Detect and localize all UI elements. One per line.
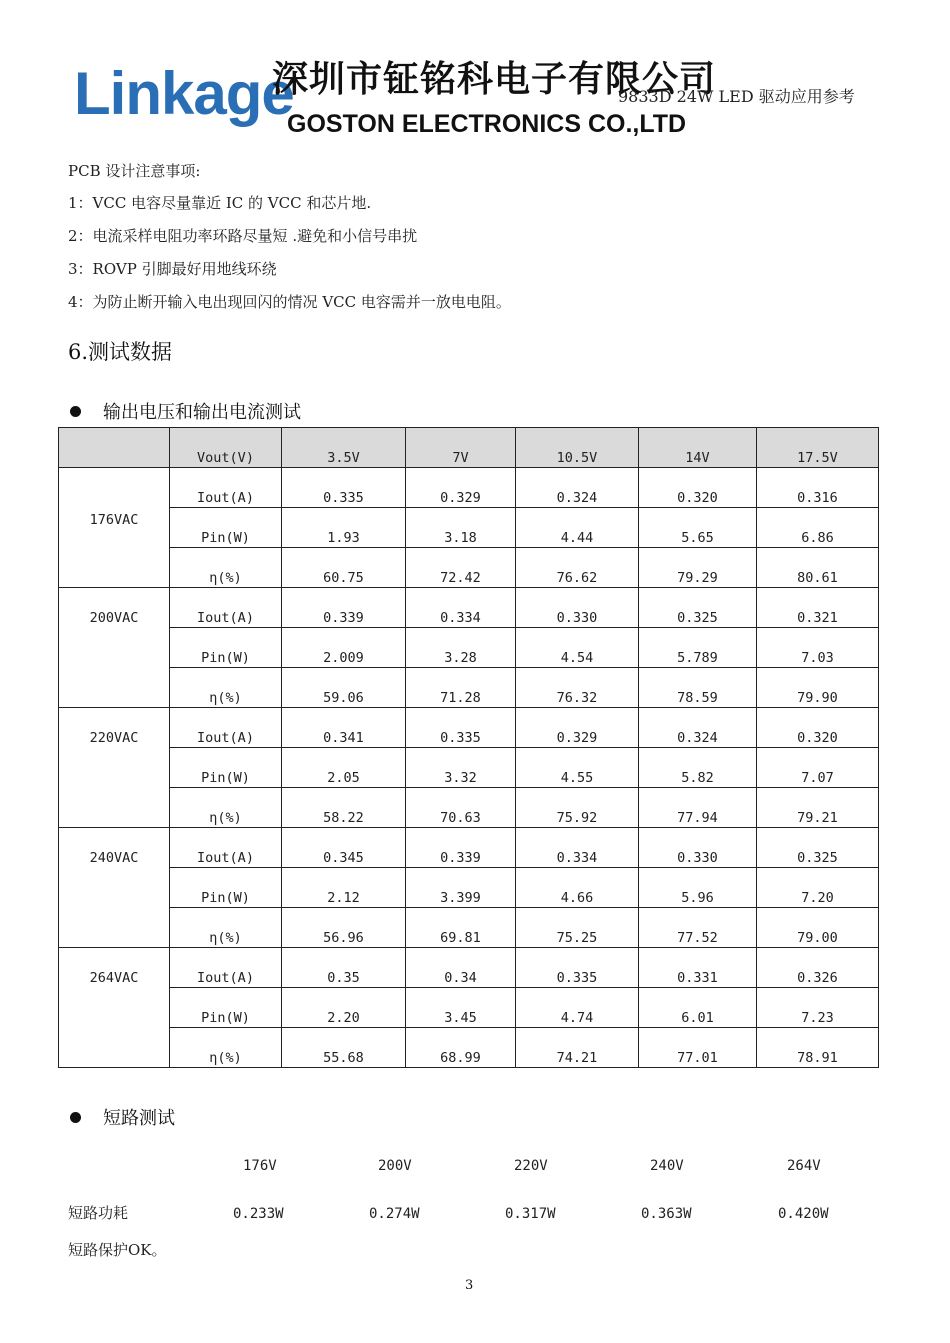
- value-cell: 0.334: [406, 588, 516, 628]
- value-cell: 56.96: [282, 908, 406, 948]
- value-cell: 0.329: [516, 708, 639, 748]
- section-title: 6.测试数据: [68, 340, 173, 364]
- row-label-cell: Iout(A): [170, 948, 282, 988]
- header-column-cell: 10.5V: [516, 428, 639, 468]
- value-cell: 75.92: [516, 788, 639, 828]
- short-power-value: 0.233W: [233, 1206, 284, 1222]
- header-empty-cell: [59, 428, 170, 468]
- value-cell: 59.06: [282, 668, 406, 708]
- row-label-cell: Iout(A): [170, 828, 282, 868]
- row-label-cell: η(%): [170, 1028, 282, 1068]
- value-cell: 0.341: [282, 708, 406, 748]
- value-cell: 0.345: [282, 828, 406, 868]
- value-cell: 4.44: [516, 508, 639, 548]
- value-cell: 68.99: [406, 1028, 516, 1068]
- value-cell: 2.12: [282, 868, 406, 908]
- value-cell: 76.62: [516, 548, 639, 588]
- page-number: 3: [465, 1278, 474, 1293]
- value-cell: 4.74: [516, 988, 639, 1028]
- value-cell: 7.07: [757, 748, 879, 788]
- bullet-icon: [70, 406, 81, 417]
- value-cell: 5.96: [639, 868, 757, 908]
- value-cell: 0.335: [282, 468, 406, 508]
- value-cell: 5.82: [639, 748, 757, 788]
- value-cell: 74.21: [516, 1028, 639, 1068]
- value-cell: 6.01: [639, 988, 757, 1028]
- pcb-note-item: 4：为防止断开输入电出现回闪的情况 VCC 电容需并一放电电阻。: [68, 293, 511, 311]
- value-cell: 0.321: [757, 588, 879, 628]
- value-cell: 0.324: [639, 708, 757, 748]
- table-header-row: [59, 428, 879, 468]
- short-power-value: 0.274W: [369, 1206, 420, 1222]
- value-cell: 79.90: [757, 668, 879, 708]
- value-cell: 0.325: [639, 588, 757, 628]
- value-cell: 2.009: [282, 628, 406, 668]
- short-test-result: 短路保护OK。: [68, 1241, 167, 1259]
- short-power-value: 0.420W: [778, 1206, 829, 1222]
- short-voltage: 264V: [787, 1158, 821, 1174]
- value-cell: 75.25: [516, 908, 639, 948]
- short-voltage: 176V: [243, 1158, 277, 1174]
- row-label-cell: η(%): [170, 788, 282, 828]
- value-cell: 6.86: [757, 508, 879, 548]
- table-row: [59, 828, 879, 868]
- pcb-note-item: 1：VCC 电容尽量靠近 IC 的 VCC 和芯片地.: [68, 194, 372, 212]
- output-test-heading: [70, 404, 301, 422]
- table-row: [59, 548, 879, 588]
- header-column-cell: 3.5V: [282, 428, 406, 468]
- pcb-notes-title: PCB 设计注意事项:: [68, 162, 201, 180]
- value-cell: 0.326: [757, 948, 879, 988]
- row-label-cell: Pin(W): [170, 508, 282, 548]
- value-cell: 5.65: [639, 508, 757, 548]
- header-label-cell: Vout(V): [170, 428, 282, 468]
- value-cell: 78.59: [639, 668, 757, 708]
- pcb-note-item: 3：ROVP 引脚最好用地线环绕: [68, 260, 277, 278]
- value-cell: 3.399: [406, 868, 516, 908]
- table-row: [59, 468, 879, 508]
- header-column-cell: 7V: [406, 428, 516, 468]
- value-cell: 0.330: [639, 828, 757, 868]
- value-cell: 0.331: [639, 948, 757, 988]
- table-row: [59, 1028, 879, 1068]
- short-voltage: 200V: [378, 1158, 412, 1174]
- value-cell: 71.28: [406, 668, 516, 708]
- input-voltage-cell: 240VAC: [59, 828, 170, 948]
- short-power-value: 0.317W: [505, 1206, 556, 1222]
- table-row: [59, 868, 879, 908]
- value-cell: 77.01: [639, 1028, 757, 1068]
- table-row: [59, 588, 879, 628]
- row-label-cell: Pin(W): [170, 748, 282, 788]
- input-voltage-cell: 200VAC: [59, 588, 170, 708]
- document-title: 9833D 24W LED 驱动应用参考: [618, 87, 855, 106]
- value-cell: 70.63: [406, 788, 516, 828]
- value-cell: 79.00: [757, 908, 879, 948]
- row-label-cell: Pin(W): [170, 988, 282, 1028]
- row-label-cell: Pin(W): [170, 868, 282, 908]
- short-voltage: 220V: [514, 1158, 548, 1174]
- table-row: [59, 668, 879, 708]
- company-name-en: GOSTON ELECTRONICS CO.,LTD: [287, 110, 687, 138]
- value-cell: 0.339: [282, 588, 406, 628]
- table-row: [59, 788, 879, 828]
- value-cell: 2.20: [282, 988, 406, 1028]
- value-cell: 0.320: [757, 708, 879, 748]
- pcb-note-item: 2：电流采样电阻功率环路尽量短 .避免和小信号串扰: [68, 227, 418, 245]
- value-cell: 7.23: [757, 988, 879, 1028]
- value-cell: 78.91: [757, 1028, 879, 1068]
- row-label-cell: η(%): [170, 548, 282, 588]
- value-cell: 7.20: [757, 868, 879, 908]
- value-cell: 4.66: [516, 868, 639, 908]
- value-cell: 7.03: [757, 628, 879, 668]
- value-cell: 3.32: [406, 748, 516, 788]
- value-cell: 1.93: [282, 508, 406, 548]
- short-test-title: 短路测试: [103, 1108, 175, 1129]
- value-cell: 0.320: [639, 468, 757, 508]
- row-label-cell: Iout(A): [170, 708, 282, 748]
- header-column-cell: 17.5V: [757, 428, 879, 468]
- value-cell: 80.61: [757, 548, 879, 588]
- table-row: [59, 708, 879, 748]
- value-cell: 4.55: [516, 748, 639, 788]
- table-row: [59, 628, 879, 668]
- value-cell: 72.42: [406, 548, 516, 588]
- value-cell: 76.32: [516, 668, 639, 708]
- output-test-table: [58, 427, 879, 1068]
- value-cell: 0.335: [516, 948, 639, 988]
- company-name-cn: 深圳市钲铭科电子有限公司: [272, 59, 717, 100]
- short-test-heading: [70, 1110, 175, 1128]
- row-label-cell: Iout(A): [170, 468, 282, 508]
- table-row: [59, 948, 879, 988]
- value-cell: 4.54: [516, 628, 639, 668]
- value-cell: 60.75: [282, 548, 406, 588]
- linkage-logo: Linkage: [74, 60, 294, 127]
- value-cell: 2.05: [282, 748, 406, 788]
- short-voltage: 240V: [650, 1158, 684, 1174]
- bullet-icon: [70, 1112, 81, 1123]
- value-cell: 3.18: [406, 508, 516, 548]
- value-cell: 0.35: [282, 948, 406, 988]
- table-row: [59, 508, 879, 548]
- value-cell: 79.29: [639, 548, 757, 588]
- value-cell: 79.21: [757, 788, 879, 828]
- value-cell: 0.330: [516, 588, 639, 628]
- value-cell: 77.94: [639, 788, 757, 828]
- input-voltage-cell: 176VAC: [59, 468, 170, 588]
- row-label-cell: Pin(W): [170, 628, 282, 668]
- input-voltage-cell: 264VAC: [59, 948, 170, 1068]
- value-cell: 0.34: [406, 948, 516, 988]
- value-cell: 77.52: [639, 908, 757, 948]
- value-cell: 69.81: [406, 908, 516, 948]
- value-cell: 3.45: [406, 988, 516, 1028]
- header-column-cell: 14V: [639, 428, 757, 468]
- output-test-title: 输出电压和输出电流测试: [103, 402, 301, 423]
- short-power-value: 0.363W: [641, 1206, 692, 1222]
- value-cell: 0.334: [516, 828, 639, 868]
- value-cell: 0.325: [757, 828, 879, 868]
- value-cell: 55.68: [282, 1028, 406, 1068]
- input-voltage-cell: 220VAC: [59, 708, 170, 828]
- row-label-cell: Iout(A): [170, 588, 282, 628]
- table-row: [59, 748, 879, 788]
- value-cell: 0.335: [406, 708, 516, 748]
- row-label-cell: η(%): [170, 908, 282, 948]
- table-row: [59, 988, 879, 1028]
- value-cell: 5.789: [639, 628, 757, 668]
- value-cell: 0.339: [406, 828, 516, 868]
- value-cell: 58.22: [282, 788, 406, 828]
- table-row: [59, 908, 879, 948]
- value-cell: 0.316: [757, 468, 879, 508]
- value-cell: 3.28: [406, 628, 516, 668]
- row-label-cell: η(%): [170, 668, 282, 708]
- value-cell: 0.329: [406, 468, 516, 508]
- value-cell: 0.324: [516, 468, 639, 508]
- short-power-label: 短路功耗: [68, 1204, 129, 1222]
